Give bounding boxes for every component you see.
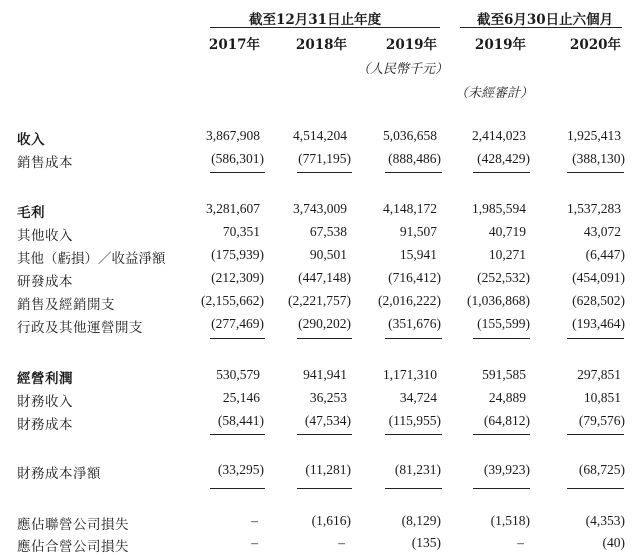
cell-rd-costs-2017: (212,309) (211, 270, 264, 285)
cell-finance-costs-2020h1: (79,576) (578, 413, 625, 428)
subtotal-rule (473, 172, 530, 173)
cell-finance-income-2019: 34,724 (399, 390, 437, 405)
cell-gross-profit-2018: 3,743,009 (293, 201, 347, 216)
cell-net-finance-costs-2017: (33,295) (217, 462, 264, 477)
cell-gross-profit-2019: 4,148,172 (383, 201, 437, 216)
cell-cost-of-sales-2017: (586,301) (211, 151, 264, 166)
year-header-2020-h1: 2020年 (569, 37, 621, 53)
cell-associates-2017: – (251, 513, 258, 528)
cell-joint-ventures-2018: – (338, 535, 345, 550)
cell-finance-costs-2019h1: (64,812) (483, 413, 530, 428)
subtotal-rule (297, 434, 352, 435)
cell-associates-2019: (8,129) (401, 513, 441, 528)
cell-cost-of-sales-2018: (771,195) (298, 151, 351, 166)
header-year-end-rule (210, 27, 440, 28)
cell-operating-profit-2019h1: 591,585 (482, 367, 526, 382)
row-label-selling-expenses: 銷售及經銷開支 (17, 297, 115, 313)
cell-revenue-2018: 4,514,204 (293, 128, 347, 143)
header-year-end-group: 截至12月31日止年度 (249, 12, 382, 28)
cell-selling-2019: (2,016,222) (378, 293, 441, 308)
cell-other-gains-2019: 15,941 (399, 247, 437, 262)
cell-other-income-2019: 91,507 (399, 224, 437, 239)
unit-note: （人民幣千元） (357, 62, 449, 77)
cell-associates-2020h1: (4,353) (585, 513, 625, 528)
subtotal-rule (385, 488, 442, 489)
cell-operating-profit-2020h1: 297,851 (577, 367, 621, 382)
cell-selling-2020h1: (628,502) (572, 293, 625, 308)
cell-other-income-2020h1: 43,072 (583, 224, 621, 239)
subtotal-rule (567, 172, 624, 173)
cell-net-finance-costs-2020h1: (68,725) (578, 462, 625, 477)
row-label-net-finance-costs: 財務成本淨額 (17, 466, 101, 482)
cell-rd-costs-2019h1: (252,532) (477, 270, 530, 285)
cell-selling-2019h1: (1,036,868) (467, 293, 530, 308)
cell-admin-2017: (277,469) (211, 316, 264, 331)
cell-net-finance-costs-2018: (11,281) (305, 462, 351, 477)
subtotal-rule (297, 338, 352, 339)
row-label-operating-profit: 經營利潤 (17, 371, 73, 387)
cell-finance-costs-2019: (115,955) (388, 413, 441, 428)
cell-finance-income-2019h1: 24,889 (488, 390, 526, 405)
cell-other-gains-2018: 90,501 (309, 247, 347, 262)
cell-other-income-2019h1: 40,719 (488, 224, 526, 239)
header-six-months-group: 截至6月30日止六個月 (477, 12, 614, 28)
cell-finance-costs-2017: (58,441) (217, 413, 264, 428)
subtotal-rule (210, 434, 265, 435)
cell-net-finance-costs-2019: (81,231) (394, 462, 441, 477)
cell-joint-ventures-2017: – (251, 535, 258, 550)
subtotal-rule (567, 488, 624, 489)
subtotal-rule (473, 434, 530, 435)
subtotal-rule (385, 434, 442, 435)
subtotal-rule (210, 338, 265, 339)
row-label-share-of-associates: 應佔聯營公司損失 (17, 517, 129, 533)
row-label-other-income: 其他收入 (17, 228, 73, 244)
cell-operating-profit-2019: 1,171,310 (383, 367, 437, 382)
cell-selling-2018: (2,221,757) (288, 293, 351, 308)
subtotal-rule (473, 338, 530, 339)
subtotal-rule (567, 434, 624, 435)
cell-finance-income-2020h1: 10,851 (583, 390, 621, 405)
year-header-2019-h1: 2019年 (474, 37, 526, 53)
row-label-other-gains-losses: 其他（虧損）／收益淨額 (17, 251, 166, 267)
cell-cost-of-sales-2020h1: (388,130) (572, 151, 625, 166)
cell-revenue-2020h1: 1,925,413 (567, 128, 621, 143)
cell-admin-2018: (290,202) (298, 316, 351, 331)
cell-operating-profit-2018: 941,941 (303, 367, 347, 382)
cell-gross-profit-2019h1: 1,985,594 (472, 201, 526, 216)
cell-revenue-2017: 3,867,908 (206, 128, 260, 143)
subtotal-rule (297, 488, 352, 489)
cell-associates-2019h1: (1,518) (490, 513, 530, 528)
cell-other-income-2018: 67,538 (309, 224, 347, 239)
cell-finance-costs-2018: (47,534) (304, 413, 351, 428)
cell-cost-of-sales-2019: (888,486) (388, 151, 441, 166)
cell-revenue-2019h1: 2,414,023 (472, 128, 526, 143)
cell-selling-2017: (2,155,662) (201, 293, 264, 308)
subtotal-rule (210, 488, 265, 489)
cell-finance-income-2018: 36,253 (309, 390, 347, 405)
row-label-cost-of-sales: 銷售成本 (17, 155, 73, 171)
subtotal-rule (567, 338, 624, 339)
cell-gross-profit-2017: 3,281,607 (206, 201, 260, 216)
cell-rd-costs-2018: (447,148) (298, 270, 351, 285)
cell-finance-income-2017: 25,146 (222, 390, 260, 405)
subtotal-rule (473, 488, 530, 489)
cell-other-gains-2017: (175,939) (211, 247, 264, 262)
subtotal-rule (210, 172, 265, 173)
row-label-admin-expenses: 行政及其他運營開支 (17, 320, 143, 336)
cell-admin-2020h1: (193,464) (572, 316, 625, 331)
cell-revenue-2019: 5,036,658 (383, 128, 437, 143)
year-header-2019: 2019年 (385, 37, 437, 53)
cell-joint-ventures-2020h1: (40) (602, 535, 625, 550)
subtotal-rule (297, 172, 352, 173)
cell-operating-profit-2017: 530,579 (216, 367, 260, 382)
subtotal-rule (385, 338, 442, 339)
subtotal-rule (385, 172, 442, 173)
cell-other-income-2017: 70,351 (222, 224, 260, 239)
header-six-months-rule (460, 27, 622, 28)
cell-joint-ventures-2019h1: – (517, 535, 524, 550)
year-header-2017: 2017年 (208, 37, 260, 53)
cell-rd-costs-2020h1: (454,091) (572, 270, 625, 285)
row-label-gross-profit: 毛利 (17, 205, 45, 221)
cell-other-gains-2020h1: (6,447) (585, 247, 625, 262)
row-label-finance-costs: 財務成本 (17, 417, 73, 433)
cell-gross-profit-2020h1: 1,537,283 (567, 201, 621, 216)
cell-joint-ventures-2019: (135) (411, 535, 441, 550)
cell-cost-of-sales-2019h1: (428,429) (477, 151, 530, 166)
cell-rd-costs-2019: (716,412) (388, 270, 441, 285)
year-header-2018: 2018年 (295, 37, 347, 53)
row-label-finance-income: 財務收入 (17, 394, 73, 410)
unaudited-note: （未經審計） (455, 86, 534, 101)
cell-admin-2019: (351,676) (388, 316, 441, 331)
row-label-share-of-joint-ventures: 應佔合營公司損失 (17, 539, 129, 555)
row-label-rd-costs: 研發成本 (17, 274, 73, 290)
cell-admin-2019h1: (155,599) (477, 316, 530, 331)
cell-associates-2018: (1,616) (311, 513, 351, 528)
cell-net-finance-costs-2019h1: (39,923) (483, 462, 530, 477)
cell-other-gains-2019h1: 10,271 (488, 247, 526, 262)
row-label-revenue: 收入 (17, 132, 45, 148)
